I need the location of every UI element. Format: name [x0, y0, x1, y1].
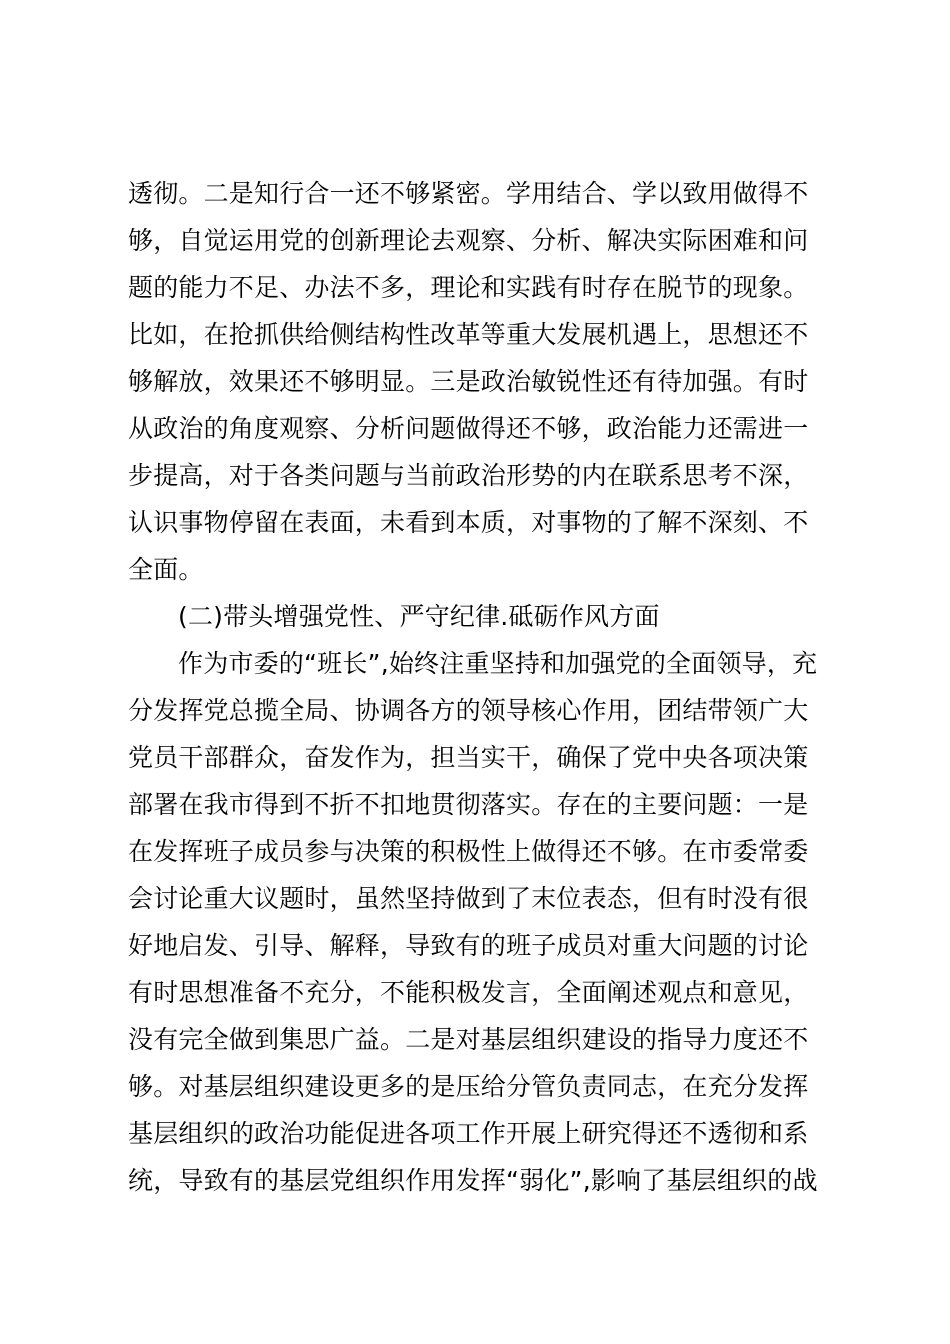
paragraph-2-line-3: 党员干部群众，奋发作为，担当实干，确保了党中央各项决策	[128, 743, 809, 772]
paragraph-1-line-2: 够，自觉运用党的创新理论去观察、分析、解决实际困难和问	[128, 226, 809, 255]
paragraph-1-line-5: 够解放，效果还不够明显。三是政治敏锐性还有待加强。有时	[128, 367, 809, 396]
paragraph-2-line-6: 会讨论重大议题时，虽然坚持做到了末位表态，但有时没有很	[128, 884, 809, 913]
paragraph-2-line-2: 分发挥党总揽全局、协调各方的领导核心作用，团结带领广大	[128, 696, 809, 725]
paragraph-1-line-8: 认识事物停留在表面，未看到本质，对事物的了解不深刻、不	[128, 508, 809, 537]
paragraph-2-line-8: 有时思想准备不充分，不能积极发言，全面阐述观点和意见，	[128, 978, 809, 1007]
paragraph-1-line-7: 步提高，对于各类问题与当前政治形势的内在联系思考不深，	[128, 461, 809, 490]
paragraph-2-line-11: 基层组织的政治功能促进各项工作开展上研究得还不透彻和系	[128, 1119, 809, 1148]
paragraph-2-line-7: 好地启发、引导、解释，导致有的班子成员对重大问题的讨论	[128, 931, 809, 960]
paragraph-1-line-4: 比如，在抢抓供给侧结构性改革等重大发展机遇上，思想还不	[128, 320, 809, 349]
paragraph-1-line-6: 从政治的角度观察、分析问题做得还不够，政治能力还需进一	[128, 414, 809, 443]
paragraph-1-line-9: 全面。	[128, 555, 204, 584]
paragraph-1-line-3: 题的能力不足、办法不多，理论和实践有时存在脱节的现象。	[128, 273, 809, 302]
paragraph-2-line-9: 没有完全做到集思广益。二是对基层组织建设的指导力度还不	[128, 1025, 809, 1054]
section-heading: (二)带头增强党性、严守纪律.砥砺作风方面	[178, 602, 660, 631]
paragraph-2-line-10: 够。对基层组织建设更多的是压给分管负责同志，在充分发挥	[128, 1072, 809, 1101]
paragraph-1-line-1: 透彻。二是知行合一还不够紧密。学用结合、学以致用做得不	[128, 179, 809, 208]
paragraph-2-line-5: 在发挥班子成员参与决策的积极性上做得还不够。在市委常委	[128, 837, 809, 866]
paragraph-2-line-4: 部署在我市得到不折不扣地贯彻落实。存在的主要问题：一是	[128, 790, 809, 819]
document-body	[128, 170, 828, 1204]
paragraph-2-line-12: 统，导致有的基层党组织作用发挥“弱化”,影响了基层组织的战	[128, 1166, 818, 1195]
paragraph-2-line-1: 作为市委的“班长”,始终注重坚持和加强党的全面领导，充	[178, 649, 818, 678]
